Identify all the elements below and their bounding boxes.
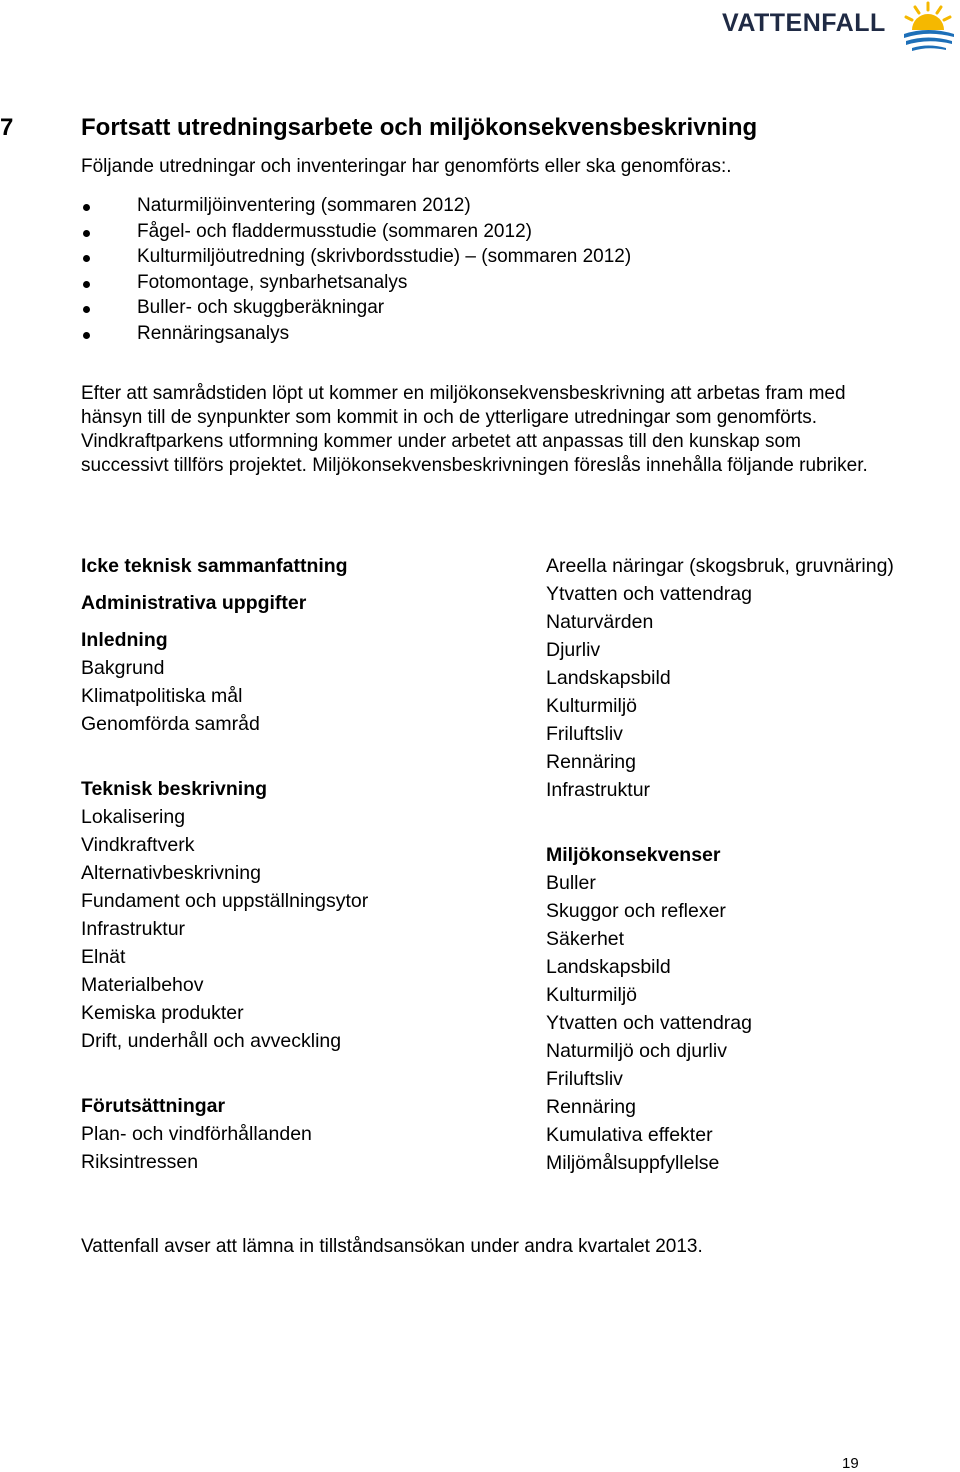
list-item: Riksintressen: [81, 1151, 199, 1173]
bullet-icon: [83, 306, 90, 313]
chapter-title: Fortsatt utredningsarbete och miljökonsekvensbeskrivning: [81, 114, 758, 141]
list-item: Friluftsliv: [546, 1068, 623, 1090]
list-item: Alternativbeskrivning: [81, 862, 261, 884]
list-item: Elnät: [81, 946, 126, 968]
list-item: Fotomontage, synbarhetsanalys: [81, 270, 631, 296]
list-item: Ytvatten och vattendrag: [546, 1012, 752, 1034]
list-item: Vindkraftverk: [81, 834, 195, 856]
list-item: Djurliv: [546, 639, 601, 661]
list-item: Rennäring: [546, 1096, 636, 1118]
list-item: Naturmiljö och djurliv: [546, 1040, 727, 1062]
list-item: Kulturmiljöutredning (skrivbordsstudie) – (sommaren 2012): [81, 244, 631, 270]
vattenfall-logo: [720, 0, 960, 60]
list-item: Areella näringar (skogsbruk, gruvnäring): [546, 555, 894, 577]
list-item: Skuggor och reflexer: [546, 900, 726, 922]
list-item: Miljömålsuppfyllelse: [546, 1152, 720, 1174]
logo-wordmark: VATTENFALL: [722, 9, 886, 37]
bullet-icon: [83, 204, 90, 211]
chapter-number: 7: [0, 114, 14, 141]
section-heading: Teknisk beskrivning: [81, 778, 268, 800]
list-item: Naturmiljöinventering (sommaren 2012): [81, 193, 631, 219]
list-item: Kulturmiljö: [546, 695, 638, 717]
list-item: Plan- och vindförhållanden: [81, 1123, 312, 1145]
list-item: Lokalisering: [81, 806, 186, 828]
list-item: Kemiska produkter: [81, 1002, 244, 1024]
section-heading: Förutsättningar: [81, 1095, 226, 1117]
list-item: Genomförda samråd: [81, 713, 260, 735]
list-item: Kumulativa effekter: [546, 1124, 713, 1146]
section-heading: Miljökonsekvenser: [546, 844, 721, 866]
list-item: Säkerhet: [546, 928, 625, 950]
list-item: Ytvatten och vattendrag: [546, 583, 752, 605]
list-item: Rennäringsanalys: [81, 321, 631, 347]
list-item: Kulturmiljö: [546, 984, 638, 1006]
section-heading: Icke teknisk sammanfattning: [81, 555, 348, 577]
list-item: Infrastruktur: [546, 779, 651, 801]
investigation-list: [81, 193, 631, 346]
list-item: Fågel- och fladdermusstudie (sommaren 2012): [81, 219, 631, 245]
list-item: Buller: [546, 872, 596, 894]
list-item: Bakgrund: [81, 657, 165, 679]
body-paragraph: Efter att samrådstiden löpt ut kommer en miljökonsekvensbeskrivning att arbetas fram med hänsyn till de synpunkter som kommit in och de ytterligare utredningar som genomförts. Vindkraftparkens utformning kommer under arbetet att anpassas till den kunskap som successivt tillförs projektet. Miljökonsekvensbeskrivningen föreslås innehålla följande rubriker.: [81, 383, 868, 476]
list-item: Klimatpolitiska mål: [81, 685, 243, 707]
list-item: Materialbehov: [81, 974, 204, 996]
list-item: Infrastruktur: [81, 918, 186, 940]
list-item: Landskapsbild: [546, 667, 671, 689]
list-item: Buller- och skuggberäkningar: [81, 295, 631, 321]
bullet-icon: [83, 230, 90, 237]
vattenfall-sun-icon: [898, 0, 958, 52]
list-item: Drift, underhåll och avveckling: [81, 1030, 342, 1052]
list-item: Friluftsliv: [546, 723, 623, 745]
bullet-icon: [83, 281, 90, 288]
rubriker-right-column: [546, 552, 946, 1177]
bullet-icon: [83, 255, 90, 262]
list-item: Landskapsbild: [546, 956, 671, 978]
section-heading: Inledning: [81, 629, 168, 651]
page-number: 19: [842, 1455, 859, 1472]
rubriker-left-column: [81, 552, 511, 1176]
closing-sentence: Vattenfall avser att lämna in tillståndsansökan under andra kvartalet 2013.: [81, 1236, 703, 1257]
list-item: Naturvärden: [546, 611, 654, 633]
list-item: Rennäring: [546, 751, 636, 773]
list-item: Fundament och uppställningsytor: [81, 890, 369, 912]
intro-text: Följande utredningar och inventeringar har genomförts eller ska genomföras:.: [81, 156, 732, 177]
section-heading: Administrativa uppgifter: [81, 592, 307, 614]
bullet-icon: [83, 332, 90, 339]
